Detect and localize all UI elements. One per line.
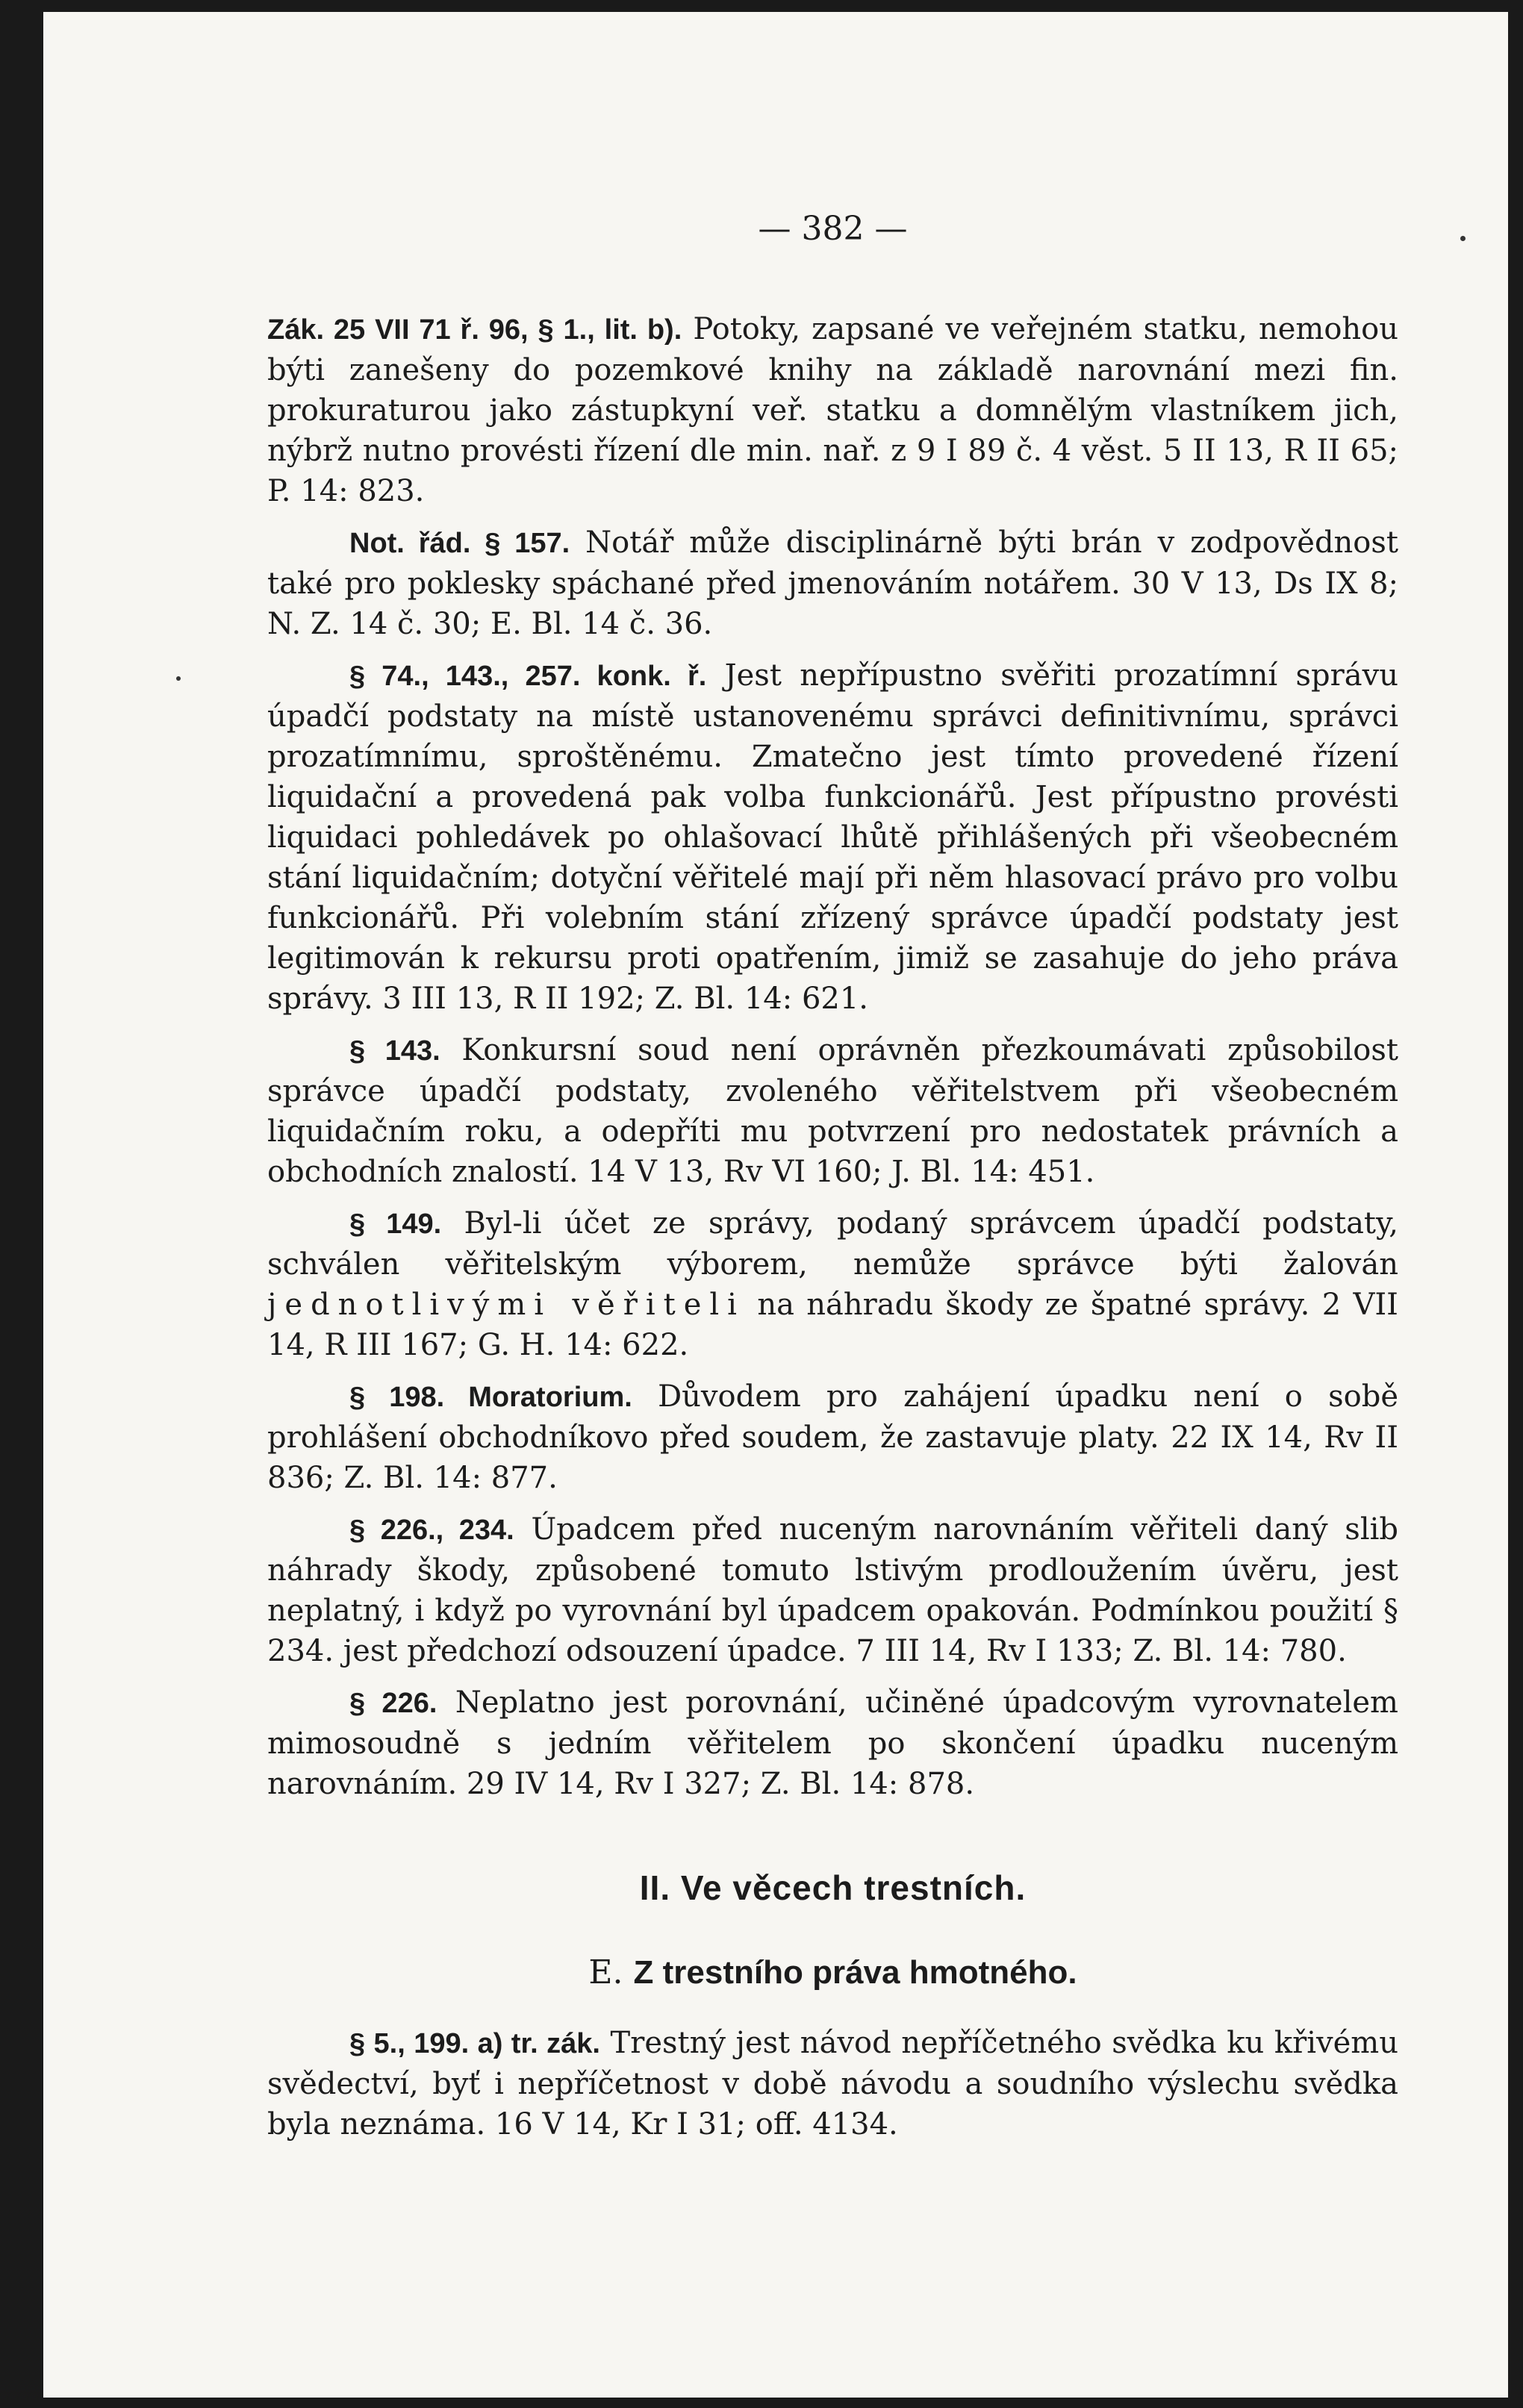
legal-reference: § 198. Moratorium.: [349, 1382, 632, 1413]
emphasized-text: jednotlivými věřiteli: [267, 1288, 745, 1322]
legal-reference: Not. řád. § 157.: [349, 528, 570, 559]
entry-paragraph: [267, 1376, 1398, 1498]
legal-reference: § 226.: [349, 1688, 437, 1719]
entry-text: Byl-li účet ze správy, podaný správcem úpadčí podstaty, schválen věřitelským výborem, nemůže správce býti žalován: [267, 1206, 1398, 1282]
entry-text: Neplatno jest porovnání, učiněné úpadcovým vyrovnatelem mimosoudně s jedním věřitelem po skončení úpadku nuceným narovnáním. 29 IV 14, Rv I 327; Z. Bl. 14: 878.: [267, 1685, 1398, 1801]
entry-paragraph: [267, 1509, 1398, 1671]
subsection-heading: [267, 1953, 1398, 1993]
entry-paragraph: [267, 309, 1398, 511]
subsection-title: Z trestního práva hmotného.: [633, 1954, 1077, 1991]
legal-reference: § 226., 234.: [349, 1515, 514, 1546]
entry-text: Konkursní soud není oprávněn přezkoumávati způsobilost správce úpadčí podstaty, zvoleného věřitelstvem při všeobecném liquidačním roku, a odepříti mu potvrzení pro nedostatek právních a obchodních znalostí. 14 V 13, Rv VI 160; J. Bl. 14: 451.: [267, 1033, 1398, 1189]
entry-text: Úpadcem před nuceným narovnáním věřiteli daný slib náhrady škody, způsobené tomuto lstivým prodloužením úvěru, jest neplatný, i když po vyrovnání byl úpadcem opakován. Podmínkou použití § 234. jest předchozí odsouzení úpadce. 7 III 14, Rv I 133; Z. Bl. 14: 780.: [267, 1512, 1399, 1668]
section-heading: II. Ve věcech trestních.: [639, 1868, 1027, 1907]
entry-paragraph: [267, 523, 1398, 644]
entry-text: Trestný jest návod nepříčetného svědka ku křivému svědectví, byť i nepříčetnost v době návodu a soudního výslechu svědka byla neznáma. 16 V 14, Kr I 31; off. 4134.: [267, 2026, 1398, 2142]
subsection-letter: E.: [588, 1953, 623, 1991]
legal-reference: Zák. 25 VII 71 ř. 96, § 1., lit. b).: [267, 314, 682, 346]
dust-speck: [176, 676, 181, 681]
page-text: [267, 209, 1398, 2156]
entry-text: Důvodem pro zahájení úpadku není o sobě prohlášení obchodníkovo před soudem, že zastavuje platy. 22 IX 14, Rv II 836; Z. Bl. 14: 877.: [267, 1379, 1399, 1495]
entry-paragraph: [267, 1030, 1398, 1192]
legal-reference: § 74., 143., 257. konk. ř.: [349, 661, 707, 692]
entry-paragraph: [267, 1682, 1398, 1804]
entry-text: na náhradu škody ze špatné správy. 2 VII 14, R III 167; G. H. 14: 622.: [267, 1288, 1398, 1362]
entry-paragraph: [267, 655, 1398, 1019]
legal-reference: § 143.: [349, 1035, 440, 1067]
page-number: — 382 —: [758, 210, 908, 248]
entry-text: Notář může disciplinárně býti brán v zodpovědnost také pro poklesky spáchané před jmenováním notářem. 30 V 13, Ds IX 8; N. Z. 14 č. 30; E. Bl. 14 č. 36.: [267, 525, 1398, 641]
entry-paragraph: [267, 2023, 1398, 2145]
entry-paragraph: [267, 1203, 1398, 1365]
legal-reference: § 149.: [349, 1208, 442, 1240]
entry-text: Potoky, zapsané ve veřejném statku, nemohou býti zanešeny do pozemkové knihy na základě narovnání mezi fin. prokuraturou jako zástupkyní veř. statku a domnělým vlastníkem jich, nýbrž nutno provésti řízení dle min. nař. z 9 I 89 č. 4 věst. 5 II 13, R II 65; P. 14: 823.: [267, 312, 1399, 508]
dust-speck: [1460, 236, 1466, 241]
entry-text: Jest nepřípustno svěřiti prozatímní správu úpadčí podstaty na místě ustanovenému správci definitivnímu, správci prozatímnímu, sproštěnému. Zmatečno jest tímto provedené řízení liquidační a provedená pak volba funkcionářů. Jest přípustno provésti liquidaci pohledávek po ohlašovací lhůtě přihlášených při všeobecném stání liquidačním; dotyční věřitelé mají při něm hlasovací právo pro volbu funkcionářů. Při volebním stání zřízený správce úpadčí podstaty jest legitimován k rekursu proti opatřením, jimiž se zasahuje do jeho práva správy. 3 III 13, R II 192; Z. Bl. 14: 621.: [267, 658, 1398, 1016]
legal-reference: § 5., 199. a) tr. zák.: [349, 2028, 600, 2059]
